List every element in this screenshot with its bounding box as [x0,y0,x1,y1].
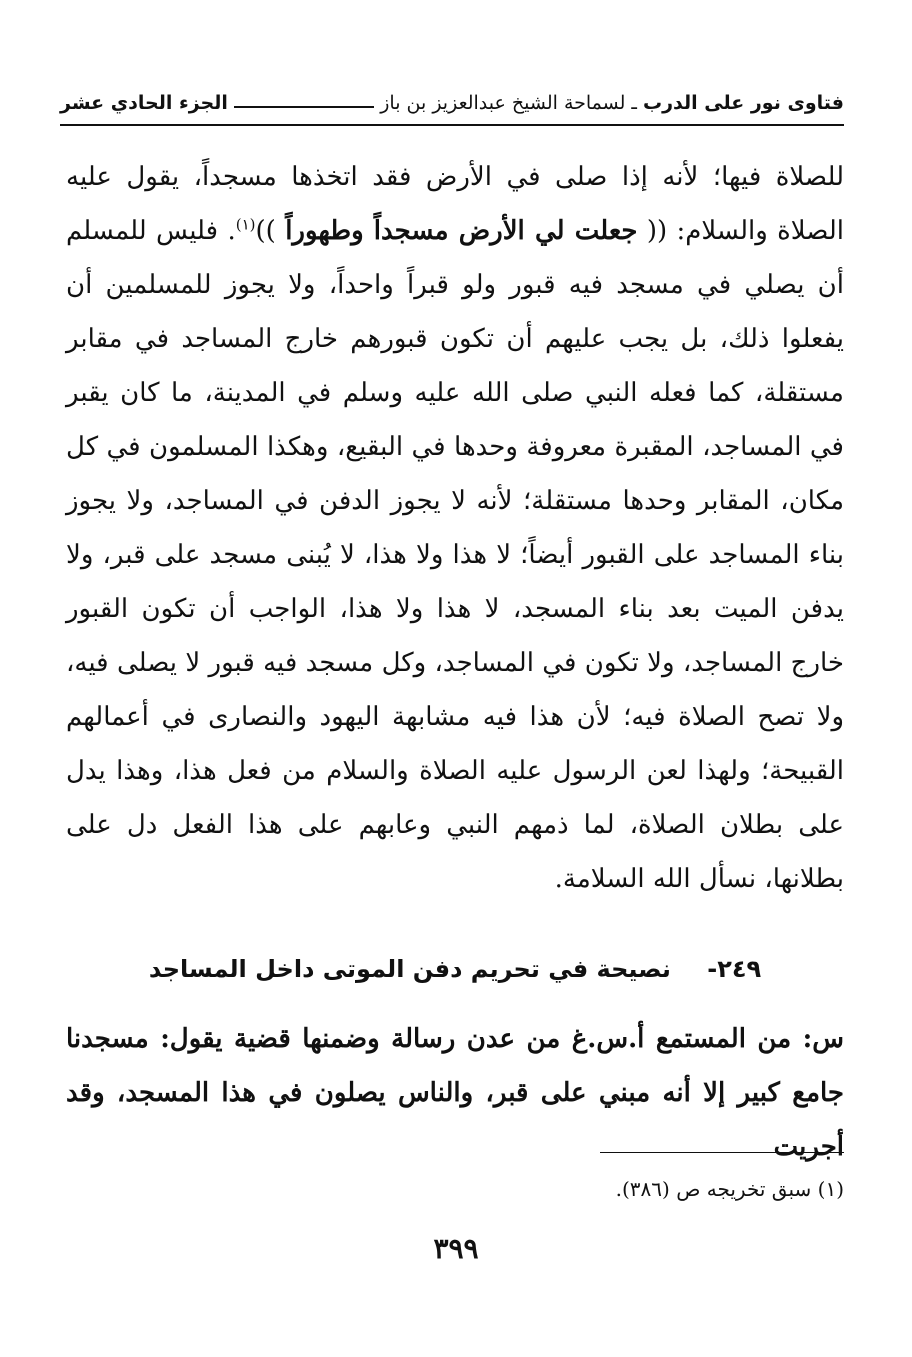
footnote-divider [600,1152,844,1153]
main-text [66,150,844,906]
answer-paragraph [66,150,844,906]
question-text: من المستمع أ.س.غ من عدن رسالة وضمنها قضية يقول: مسجدنا جامع كبير إلا أنه مبني على قبر، والناس يصلون في هذا المسجد، وقد أجريت [66,1024,844,1162]
volume-label: الجزء الحادي عشر [60,92,228,114]
section-number: ٢٤٩- [707,955,762,983]
hadith-quote: جعلت لي الأرض مسجداً وطهوراً [285,216,638,246]
question-label: س: [802,1024,844,1054]
section-title: نصيحة في تحريم دفن الموتى داخل المساجد [148,955,671,983]
question-paragraph [66,1012,844,1174]
answer-text-rest: . فليس للمسلم أن يصلي في مسجد فيه قبور ولو قبراً واحداً، ولا يجوز للمسلمين أن يفعلوا ذلك، بل يجب عليهم أن تكون قبورهم خارج المساجد في مقابر مستقلة، كما فعله النبي صلى الله عليه وسلم في المدينة، ما كان يقبر في المساجد، المقبرة معروفة وحدها في البقيع، وهكذا المسلمون في كل مكان، المقابر وحدها مستقلة؛ لأنه لا يجوز الدفن في المساجد، ولا يجوز بناء المساجد على القبور أيضاً؛ لا هذا ولا هذا، لا يُبنى مسجد على قبر، ولا يدفن الميت بعد بناء المسجد، لا هذا ولا هذا، الواجب أن تكون القبور خارج المساجد، ولا تكون في المساجد، وكل مسجد فيه قبور لا يصلى فيه، ولا تصح الصلاة فيه؛ لأن هذا فيه مشابهة اليهود والنصارى في أعمالهم القبيحة؛ ولهذا لعن الرسول عليه الصلاة والسلام من فعل هذا، وهذا يدل على بطلان الصلاة، لما ذمهم النبي وعابهم على هذا الفعل دل على بطلانها، نسأل الله السلامة. [66,216,844,894]
page-number: ٣٩٩ [433,1232,479,1265]
footnote-ref[interactable]: (١) [235,215,256,234]
answer-text-start: للصلاة فيها؛ لأنه إذا صلى في الأرض فقد اتخذها مسجداً، يقول عليه الصلاة والسلام: (( [66,162,844,246]
author-name: ـ لسماحة الشيخ عبدالعزيز بن باز [380,92,637,114]
running-header [60,86,844,120]
section-heading [66,944,844,994]
book-title: فتاوى نور على الدرب [643,92,844,114]
footnote: (١) سبق تخريجه ص (٣٨٦). [615,1177,844,1201]
hadith-close: )) [255,216,276,246]
header-rule [234,106,374,108]
header-divider [60,124,844,126]
